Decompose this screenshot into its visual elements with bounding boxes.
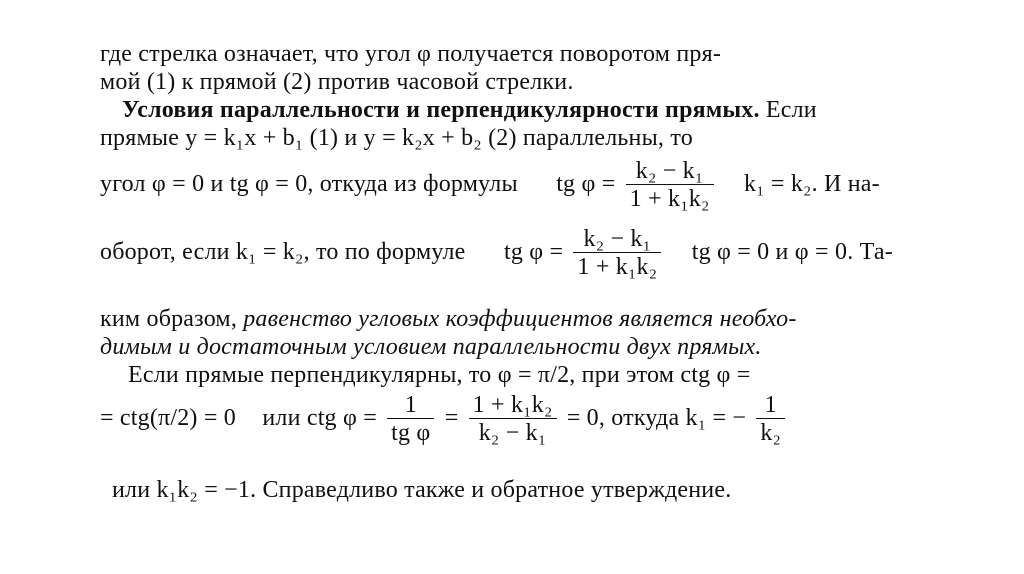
formula-line-5 [100,158,880,213]
formula-5-numerator: k₂ − k₁ [635,158,704,184]
formula-line-6 [100,226,893,281]
text-line-2 [100,68,574,96]
text-line-1 [100,40,721,68]
text-line-11 [112,476,731,504]
text-line-10-b: или ctg φ = [262,405,377,432]
text-line-5-b: k₁ = k₂. И на- [743,171,880,198]
formula-10-f3-numerator: 1 [764,392,777,418]
formula-6-fraction [573,226,661,281]
text-line-7 [100,305,797,333]
formula-6-numerator: k₂ − k₁ [583,226,652,252]
text-line-2-text: мой (1) к прямой (2) против часовой стрелки. [100,69,574,95]
text-line-1-text: где стрелка означает, что угол φ получается поворотом пря- [100,41,722,67]
formula-line-10 [100,392,789,447]
text-line-6-a: оборот, если k₁ = k₂, то по формуле [100,239,466,266]
formula-10-fraction-2 [469,392,557,447]
text-line-9-text: Если прямые перпендикулярны, то φ = π/2, при этом ctg φ = [128,362,751,388]
text-line-4 [100,124,693,152]
formula-6-lhs: tg φ = [503,239,564,266]
text-line-6-b: tg φ = 0 и φ = 0. Та- [691,239,893,266]
formula-10-equals: = [444,405,459,432]
text-line-7-a: ким образом, [100,306,238,332]
text-line-3-tail: Если [765,97,817,123]
formula-10-f1-denominator: tg φ [387,418,434,447]
text-line-9 [128,361,750,389]
text-line-11-text: или k₁k₂ = −1. Справедливо также и обратное утверждение. [112,477,732,503]
section-heading: Условия параллельности и перпендикулярности прямых. [122,97,760,123]
text-line-8 [100,333,762,361]
formula-10-f3-denominator: k₂ [756,418,785,447]
text-line-7-italic: равенство угловых коэффициентов является необхо- [243,306,797,332]
text-line-8-italic: димым и достаточным условием параллельности двух прямых. [100,334,762,360]
formula-10-f2-denominator: k₂ − k₁ [469,418,557,447]
text-line-4-text: прямые y = k₁x + b₁ (1) и y = k₂x + b₂ (2) параллельны, то [100,125,693,151]
formula-10-f1-numerator: 1 [404,392,417,418]
text-line-5-a: угол φ = 0 и tg φ = 0, откуда из формулы [100,171,518,198]
formula-5-denominator: 1 + k₁k₂ [626,184,714,213]
formula-6-denominator: 1 + k₁k₂ [573,252,661,281]
formula-5-lhs: tg φ = [556,171,616,198]
formula-5-fraction [626,158,714,213]
formula-10-f2-numerator: 1 + k₁k₂ [472,392,553,418]
formula-10-fraction-3 [756,392,785,447]
text-line-10-a: = ctg(π/2) = 0 [100,405,236,432]
text-line-3 [122,96,817,124]
formula-10-fraction-1 [387,392,434,447]
text-line-10-c: = 0, откуда k₁ = − [566,405,747,432]
